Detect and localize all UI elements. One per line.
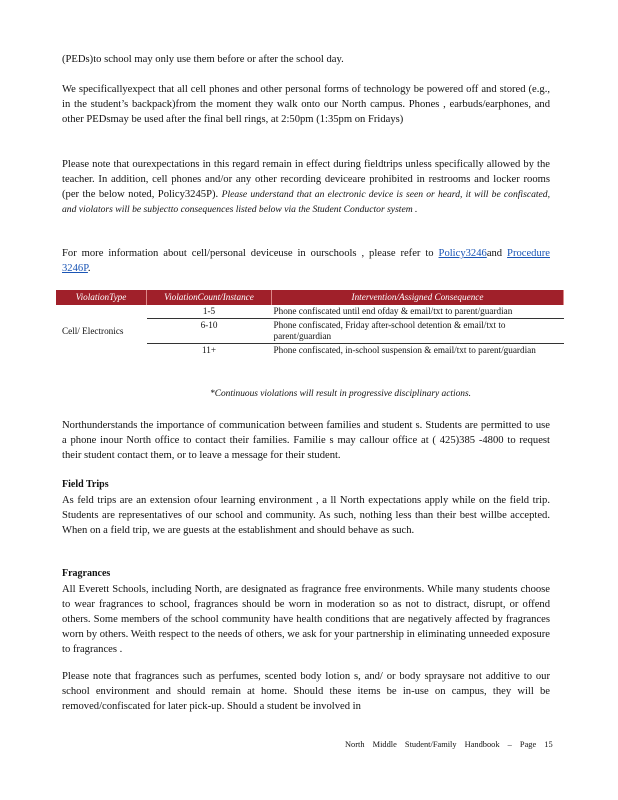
info-and: and: [486, 248, 503, 259]
count-cell: 11+: [201, 345, 217, 355]
paragraph-communication: Northunderstands the importance of communication between families and student s. Students are permitted to use a phone inour North office to contact their families. Familie s may callour office at ( 425)385 -4800 to request their student contact them, or to leave a message for their student.: [62, 420, 550, 461]
paragraph-expectations: We specificallyexpect that all cell phones and other personal forms of technology be powered off and stored (e.g., in the student’s backpack)from the moment they walk onto our North campus. Phones , earbuds/earphones, and other PEDsmay be used after the final bell rings, at 2:50pm (1:35pm on Fridays): [62, 84, 550, 125]
paragraph-peds: (PEDs)to school may only use them before or after the school day.: [62, 54, 344, 65]
header-violation-type: ViolationType: [56, 290, 147, 305]
procedure-link[interactable]: Procedure 3246P: [62, 248, 550, 274]
table-row: [56, 305, 564, 319]
category-cell: Cell/ Electronics: [62, 325, 124, 336]
consequence-cell: Phone confiscated, Friday after-school detention & email/txt to parent/guardian: [272, 319, 564, 344]
page-footer: North Middle Student/Family Handbook – Page 15: [345, 740, 553, 749]
paragraph-more-info: [62, 246, 550, 276]
note-text: Please note that ourexpectations in this regard remain in effect during fieldtrips unless specifically allowed by the teacher. In addition, cell phones and/or any other recording deviceare prohibited in restrooms and locker rooms (per the below noted, Policy3245P).: [62, 159, 550, 200]
continuous-violations-note: *Continuous violations will result in progressive disciplinary actions.: [210, 389, 471, 399]
info-text: For more information about cell/personal deviceuse in ourschools , please refer to: [62, 248, 439, 259]
policy-link[interactable]: Policy3246: [438, 248, 487, 259]
heading-field-trips: Field Trips: [62, 479, 109, 490]
paragraph-fieldtrip-note: [62, 157, 550, 217]
header-consequence: Intervention/Assigned Consequence: [272, 290, 564, 305]
heading-fragrances: Fragrances: [62, 568, 111, 579]
header-violation-count: ViolationCount/Instance: [147, 290, 272, 305]
consequence-cell: Phone confiscated, in-school suspension & email/txt to parent/guardian: [273, 345, 536, 355]
info-end: .: [87, 263, 91, 274]
note-emphasis: Please understand that an electronic device is seen or heard, it will be confiscated, and violators will be subjectto consequences listed below via the Student Conductor system .: [62, 189, 550, 215]
paragraph-fragrances-note: Please note that fragrances such as perfumes, scented body lotion s, and/ or body spraysare not additive to our school environment and should remain at home. Should these items be in-use on campus, they will be removed/confiscated for later pick-up. Should a student be involved in: [62, 671, 550, 712]
paragraph-fragrances: All Everett Schools, including North, are designated as fragrance free environments. While many students choose to wear fragrances to school, fragrances should be worn in moderation so as not to distract, disrupt, or offend others. Some members of the school community have health conditions that are negatively affected by fragrances worn by others. Weith respect to the needs of others, we ask for your partnership in eliminating unneeded exposure to fragrances .: [62, 584, 550, 655]
paragraph-field-trips: As feld trips are an extension ofour learning environment , a ll North expectations apply while on the field trip. Students are representatives of our school and community. As such, nothing less than their best willbe accepted. When on a field trip, we are guests at the establishment and should behave as such.: [62, 495, 550, 536]
violation-table: [56, 290, 564, 357]
count-cell: 6-10: [147, 319, 272, 344]
consequence-cell: Phone confiscated until end ofday & email/txt to parent/guardian: [272, 305, 564, 319]
count-cell: 1-5: [147, 305, 272, 319]
